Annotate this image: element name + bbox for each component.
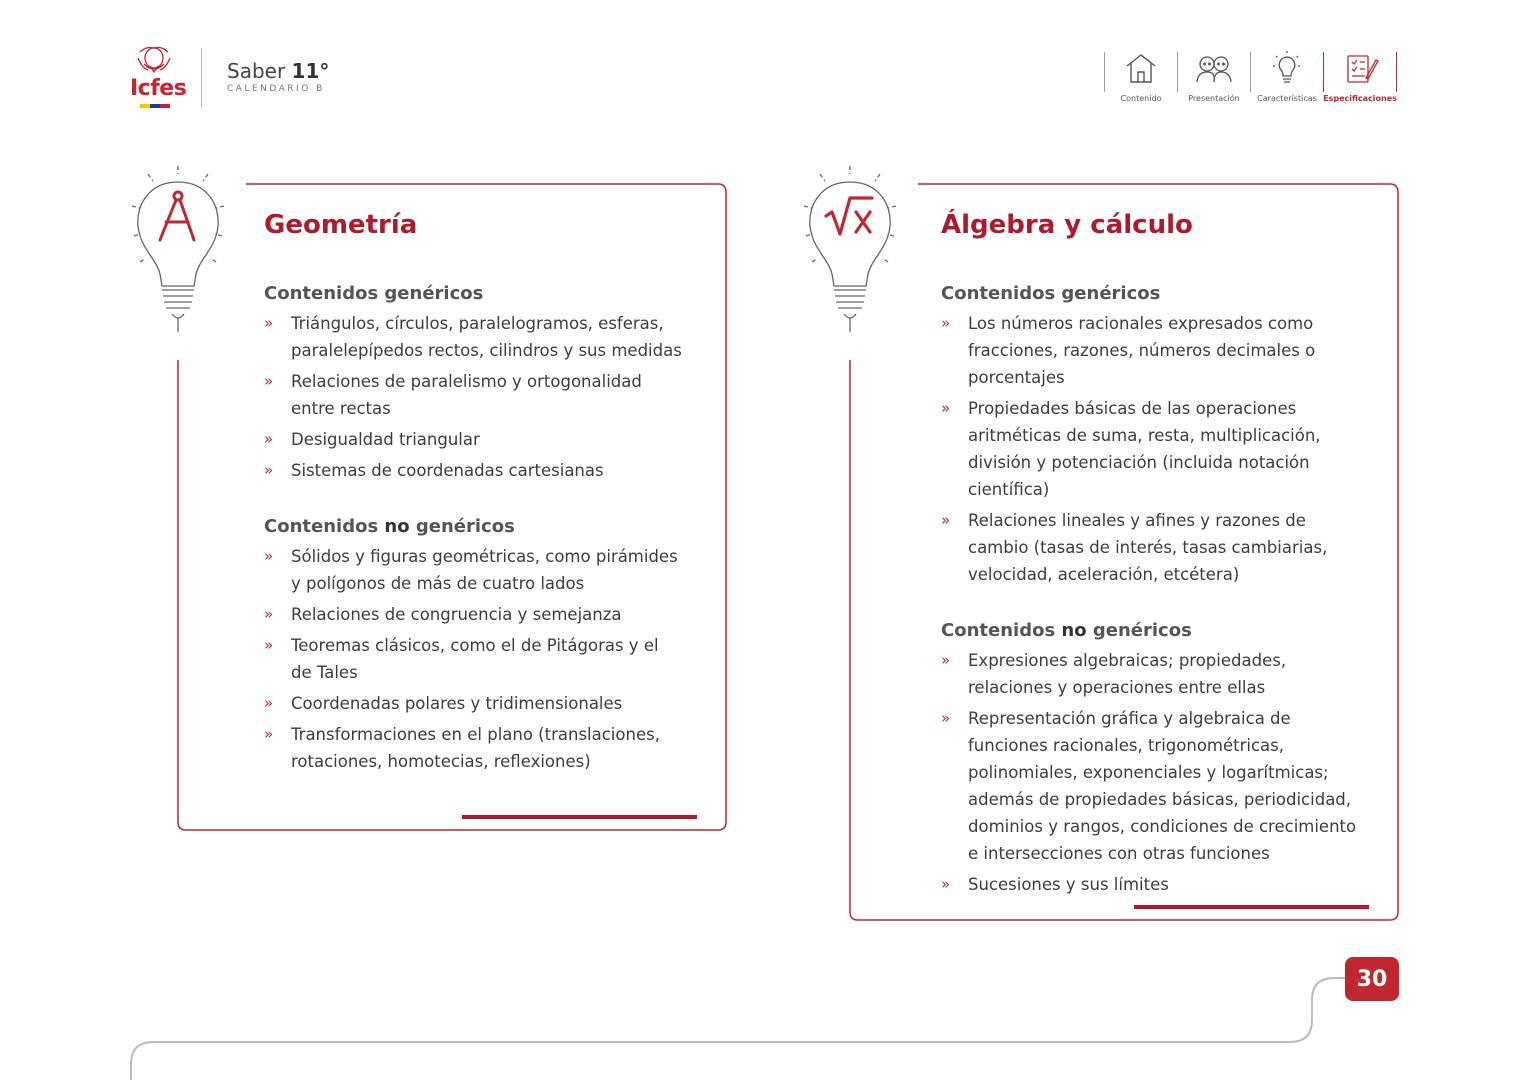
list-item-text: Sistemas de coordenadas cartesianas — [291, 461, 604, 480]
list-item — [264, 426, 684, 453]
nav-item-caracteristicas[interactable] — [1251, 50, 1323, 108]
bullet-icon: » — [264, 636, 274, 654]
colombia-flag-stripe — [140, 104, 170, 108]
list-item-text: Relaciones de paralelismo y ortogonalidad entre rectas — [291, 372, 642, 418]
bullet-icon: » — [264, 694, 274, 712]
sec-title-bold: no — [384, 516, 410, 537]
list-item — [264, 543, 684, 597]
nav-label-caracteristicas: Características — [1257, 94, 1317, 103]
bullet-icon: » — [941, 511, 951, 529]
sec-title-bold: no — [1061, 620, 1087, 641]
list-item-text: Relaciones de congruencia y semejanza — [291, 605, 622, 624]
geometria-content — [264, 283, 684, 779]
list-item — [941, 705, 1361, 867]
bullet-icon: » — [264, 430, 274, 448]
list-item — [941, 871, 1361, 898]
top-nav — [1104, 50, 1397, 112]
checklist-icon — [1340, 50, 1380, 86]
bullet-icon: » — [264, 725, 274, 743]
home-icon — [1121, 50, 1161, 86]
list-item-text: Teoremas clásicos, como el de Pitágoras y el de Tales — [291, 636, 659, 682]
bullet-icon: » — [941, 875, 951, 893]
list-item — [264, 310, 684, 364]
list-item-text: Coordenadas polares y tridimensionales — [291, 694, 623, 713]
algebra-nongeneric-list — [941, 647, 1361, 898]
list-item-text: Triángulos, círculos, paralelogramos, esferas, paralelepípedos rectos, cilindros y sus medidas — [291, 314, 682, 360]
bullet-icon: » — [941, 399, 951, 417]
footer-curve-line — [0, 960, 1530, 1080]
geometria-generic-list — [264, 310, 684, 484]
list-item — [264, 690, 684, 717]
nav-label-contenido: Contenido — [1120, 94, 1162, 103]
bullet-icon: » — [264, 461, 274, 479]
list-item — [941, 395, 1361, 503]
geometria-title: Geometría — [264, 210, 418, 240]
sec-title-post: genéricos — [409, 516, 515, 537]
list-item-text: Transformaciones en el plano (translaciones, rotaciones, homotecias, reflexiones) — [291, 725, 660, 771]
sec-title-pre: Contenidos — [264, 516, 385, 537]
list-item-text: Sucesiones y sus límites — [968, 875, 1169, 894]
nav-item-especificaciones[interactable] — [1324, 50, 1396, 108]
list-item — [941, 647, 1361, 701]
bullet-icon: » — [264, 605, 274, 623]
algebra-nongeneric-title — [941, 620, 1361, 641]
geometria-nongeneric-list — [264, 543, 684, 775]
page-subtitle: CALENDARIO B — [227, 84, 325, 94]
geometria-nongeneric-title — [264, 516, 684, 537]
page-number-badge[interactable]: 30 — [1345, 957, 1399, 1001]
list-item — [264, 601, 684, 628]
list-item — [941, 310, 1361, 391]
bullet-icon: » — [264, 314, 274, 332]
bullet-icon: » — [264, 372, 274, 390]
list-item-text: Relaciones lineales y afines y razones de cambio (tasas de interés, tasas cambiarias, velocidad, aceleración, etcétera) — [968, 511, 1328, 584]
sec-title-pre: Contenidos — [941, 620, 1062, 641]
list-item — [264, 721, 684, 775]
bullet-icon: » — [941, 709, 951, 727]
title-prefix: Saber — [227, 59, 292, 83]
geometria-generic-title: Contenidos genéricos — [264, 283, 484, 304]
algebra-content — [941, 283, 1361, 902]
list-item — [264, 368, 684, 422]
compass-lightbulb-icon — [128, 162, 228, 334]
list-item-text: Representación gráfica y algebraica de funciones racionales, trigonométricas, polinomiales, exponenciales y logarítmicas; además de propiedades básicas, periodicidad, dominios y rangos, condiciones de crecimiento e intersecciones con otras funciones — [968, 709, 1357, 863]
lightbulb-icon — [1267, 50, 1307, 86]
nav-item-presentacion[interactable] — [1178, 50, 1250, 108]
list-item-text: Propiedades básicas de las operaciones aritméticas de suma, resta, multiplicación, división y potenciación (incluida notación científica) — [968, 399, 1321, 499]
algebra-title: Álgebra y cálculo — [941, 210, 1193, 240]
list-item-text: Expresiones algebraicas; propiedades, relaciones y operaciones entre ellas — [968, 651, 1287, 697]
list-item-text: Los números racionales expresados como fracciones, razones, números decimales o porcentajes — [968, 314, 1316, 387]
page-title — [227, 59, 329, 83]
nav-label-presentacion: Presentación — [1188, 94, 1240, 103]
list-item — [941, 507, 1361, 588]
icfes-logo-text: Icfes — [130, 76, 187, 101]
people-icon — [1194, 50, 1234, 86]
nav-label-especificaciones: Especificaciones — [1323, 94, 1397, 103]
list-item — [264, 457, 684, 484]
algebra-generic-title: Contenidos genéricos — [941, 283, 1161, 304]
bullet-icon: » — [941, 314, 951, 332]
list-item-text: Sólidos y figuras geométricas, como pirámides y polígonos de más de cuatro lados — [291, 547, 678, 593]
bullet-icon: » — [941, 651, 951, 669]
square-root-lightbulb-icon — [800, 162, 900, 334]
sec-title-post: genéricos — [1086, 620, 1192, 641]
nav-item-contenido[interactable] — [1105, 50, 1177, 108]
list-item-text: Desigualdad triangular — [291, 430, 480, 449]
algebra-generic-list — [941, 310, 1361, 588]
title-grade: 11° — [291, 59, 330, 83]
bullet-icon: » — [264, 547, 274, 565]
nav-separator-active — [1396, 52, 1397, 92]
header-divider — [201, 48, 202, 108]
list-item — [264, 632, 684, 686]
